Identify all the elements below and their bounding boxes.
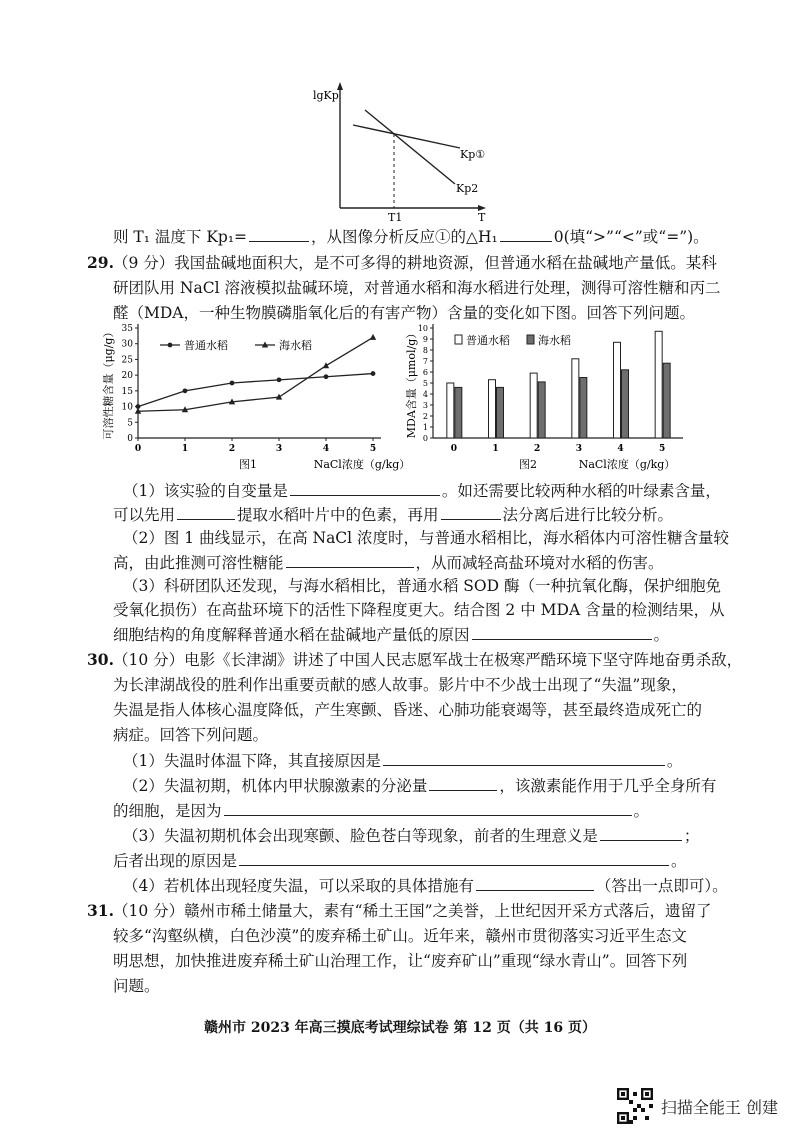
y-tick-label: 15	[121, 386, 133, 397]
bar	[580, 378, 587, 439]
bar	[622, 370, 629, 438]
x-tick-label: 1	[492, 444, 499, 454]
y-axis-label: 可溶性糖含量（μg/g）	[102, 326, 115, 440]
q28-tail: 则 T₁ 温度下 Kp₁= ，从图像分析反应①的△H₁ 0(填“>”“<”或“=”)。	[113, 228, 709, 246]
bar	[538, 382, 545, 438]
q30-sub4: （4）若机体出现轻度失温，可以采取的具体措施有 （答出一点即可）。	[123, 877, 728, 895]
y-tick-label: 2	[422, 412, 428, 421]
x-axis-label: NaCl浓度（g/kg）	[578, 458, 676, 471]
q29-sub2-line2: 高，由此推测可溶性糖能 ，从而减轻高盐环境对水稻的伤害。	[113, 554, 664, 572]
q30-sub3-line2: 后者出现的原因是 。	[113, 852, 687, 870]
x-tick-label: 3	[575, 444, 582, 454]
q29-stem-line2: 研团队用 NaCl 溶液模拟盐碱环境，对普通水稻和海水稻进行处理，测得可溶性糖和丙二	[113, 279, 721, 297]
answer-blank[interactable]	[290, 480, 440, 496]
q30-sub3-line1: （3）失温初期机体会出现寒颤、脸色苍白等现象，前者的生理意义是 ；	[123, 827, 700, 845]
y-tick-label: 10	[121, 402, 133, 413]
series-line-1	[138, 337, 373, 411]
bar	[455, 387, 462, 438]
kp2-label: Kp2	[456, 182, 479, 195]
answer-blank[interactable]	[476, 875, 594, 891]
x-tick-label: 3	[275, 444, 283, 454]
kp-x-label: T	[478, 211, 486, 224]
y-tick-label: 20	[121, 371, 133, 382]
y-axis-label: MDA含量（μmol/g）	[405, 327, 418, 439]
y-tick-label: 6	[422, 368, 428, 377]
y-tick-label: 8	[422, 346, 428, 355]
y-tick-label: 3	[422, 401, 428, 410]
x-tick-label: 1	[181, 444, 189, 454]
legend-label: 普通水稻	[466, 334, 510, 347]
q31-stem-line1: （10 分）赣州市稀土储量大，素有“稀土王国”之美誉，上世纪因开采方式落后，遗留了	[113, 902, 712, 920]
data-point	[277, 377, 282, 382]
bar	[447, 383, 454, 438]
y-tick-label: 0	[127, 434, 133, 444]
x-tick-label: 5	[369, 444, 377, 454]
y-tick-label: 7	[422, 357, 428, 366]
answer-blank[interactable]	[177, 504, 235, 520]
page-footer: 赣州市 2023 年高三摸底考试理综试卷 第 12 页（共 16 页）	[203, 1020, 597, 1036]
q31-stem-line3: 明思想，加快推进废弃稀土矿山治理工作，让“废弃矿山”重现“绿水青山”。回答下列	[113, 952, 688, 970]
y-tick-label: 0	[422, 434, 428, 443]
answer-blank[interactable]	[500, 226, 552, 242]
kp-graph	[310, 80, 510, 225]
bar	[530, 373, 537, 438]
x-tick-label: 2	[534, 444, 541, 454]
kp2-line	[365, 110, 455, 184]
answer-blank[interactable]	[224, 800, 632, 816]
x-tick-label: 0	[134, 444, 142, 454]
y-tick-label: 35	[121, 324, 133, 334]
data-point	[371, 371, 376, 376]
q31-stem-line4: 问题。	[113, 977, 160, 995]
legend-label: 海水稻	[538, 334, 571, 347]
answer-blank[interactable]	[286, 552, 414, 568]
data-point	[370, 334, 376, 340]
figure1-chart	[100, 324, 411, 475]
watermark-text: 扫描全能王 创建	[660, 1097, 778, 1117]
chart-title: 图1	[239, 458, 257, 471]
answer-blank[interactable]	[441, 504, 501, 520]
q31-stem-line2: 较多“沟壑纵横，白色沙漠”的废弃稀土矿山。近年来，赣州市贯彻落实习近平生态文	[113, 927, 687, 945]
x-tick-label: 5	[659, 444, 666, 454]
legend-label: 普通水稻	[184, 339, 228, 352]
q31-number: 31.	[87, 901, 114, 920]
x-tick-label: 4	[617, 444, 624, 454]
answer-blank[interactable]	[429, 775, 497, 791]
q29-stem-line1: （9 分）我国盐碱地面积大，是不可多得的耕地资源，但普通水稻在盐碱地产量低。某科	[113, 254, 717, 272]
x-tick-label: 0	[450, 444, 457, 454]
answer-blank[interactable]	[239, 850, 669, 866]
data-point	[323, 362, 329, 368]
chart-title: 图2	[519, 458, 537, 471]
answer-blank[interactable]	[472, 624, 652, 640]
bar	[614, 342, 621, 438]
bar	[655, 331, 662, 438]
answer-blank[interactable]	[249, 226, 309, 242]
x-tick-label: 2	[228, 444, 236, 454]
x-axis-label: NaCl浓度（g/kg）	[313, 458, 411, 471]
kp1-label: Kp①	[460, 148, 486, 161]
q30-stem-line1: （10 分）电影《长津湖》讲述了中国人民志愿军战士在极寒严酷环境下坚守阵地奋勇杀敌，	[113, 651, 743, 669]
qr-code-icon	[617, 1088, 653, 1124]
scanner-watermark	[617, 1088, 778, 1124]
kp-y-label: lgKp	[313, 89, 339, 102]
q29-sub1-line2: 可以先用 提取水稻叶片中的色素，再用 法分离后进行比较分析。	[113, 506, 674, 524]
data-point	[276, 394, 282, 400]
bar	[572, 359, 579, 438]
q29-sub3-line1: （3）科研团队还发现，与海水稻相比，普通水稻 SOD 酶（一种抗氧化酶，保护细胞免	[123, 577, 721, 595]
q30-sub2-line1: （2）失温初期，机体内甲状腺激素的分泌量 ，该激素能作用于几乎全身所有	[123, 777, 717, 795]
q29-sub2-line1: （2）图 1 曲线显示，在高 NaCl 浓度时，与普通水稻相比，海水稻体内可溶性糖含量较	[123, 529, 730, 547]
bar	[497, 387, 504, 438]
bar	[489, 380, 496, 438]
y-tick-label: 9	[422, 335, 428, 344]
q29-sub3-line2: 受氧化损伤）在高盐环境下的活性下降程度更大。结合图 2 中 MDA 含量的检测结果，从	[113, 601, 725, 619]
y-tick-label: 10	[417, 324, 428, 333]
q30-stem-line3: 失温是指人体核心温度降低，产生寒颤、昏迷、心肺功能衰竭等，甚至最终造成死亡的	[113, 701, 703, 719]
data-point	[183, 388, 188, 393]
q29-number: 29.	[87, 253, 114, 272]
q30-sub2-line2: 的细胞，是因为 。	[113, 802, 650, 820]
legend-label: 海水稻	[279, 339, 312, 352]
answer-blank[interactable]	[600, 825, 682, 841]
answer-blank[interactable]	[383, 750, 665, 766]
bar	[663, 363, 670, 438]
q30-stem-line2: 为长津湖战役的胜利作出重要贡献的感人故事。影片中不少战士出现了“失温”现象，	[113, 676, 687, 694]
y-tick-label: 4	[422, 390, 428, 399]
figure2-chart	[405, 325, 695, 475]
y-tick-label: 5	[422, 379, 428, 388]
y-tick-label: 5	[127, 418, 133, 429]
t1-label: T1	[388, 211, 403, 224]
legend-swatch	[527, 335, 534, 344]
data-point	[230, 381, 235, 386]
q29-sub1-line1: （1）该实验的自变量是 。如还需要比较两种水稻的叶绿素含量，	[123, 482, 721, 500]
q30-number: 30.	[87, 650, 114, 669]
q30-sub1: （1）失温时体温下降，其直接原因是 。	[123, 752, 683, 770]
data-point	[324, 374, 329, 379]
q29-sub3-line3: 细胞结构的角度解释普通水稻在盐碱地产量低的原因 。	[113, 626, 670, 644]
q30-stem-line4: 病症。回答下列问题。	[113, 726, 269, 744]
q29-stem-line3: 醛（MDA，一种生物膜磷脂氧化后的有害产物）含量的变化如下图。回答下列问题。	[113, 304, 695, 322]
x-tick-label: 4	[322, 444, 330, 454]
legend-swatch	[455, 335, 462, 344]
y-tick-label: 1	[422, 423, 428, 432]
series-line-0	[138, 374, 373, 407]
y-tick-label: 30	[121, 339, 133, 350]
legend-marker	[168, 343, 173, 348]
y-tick-label: 25	[121, 355, 133, 366]
